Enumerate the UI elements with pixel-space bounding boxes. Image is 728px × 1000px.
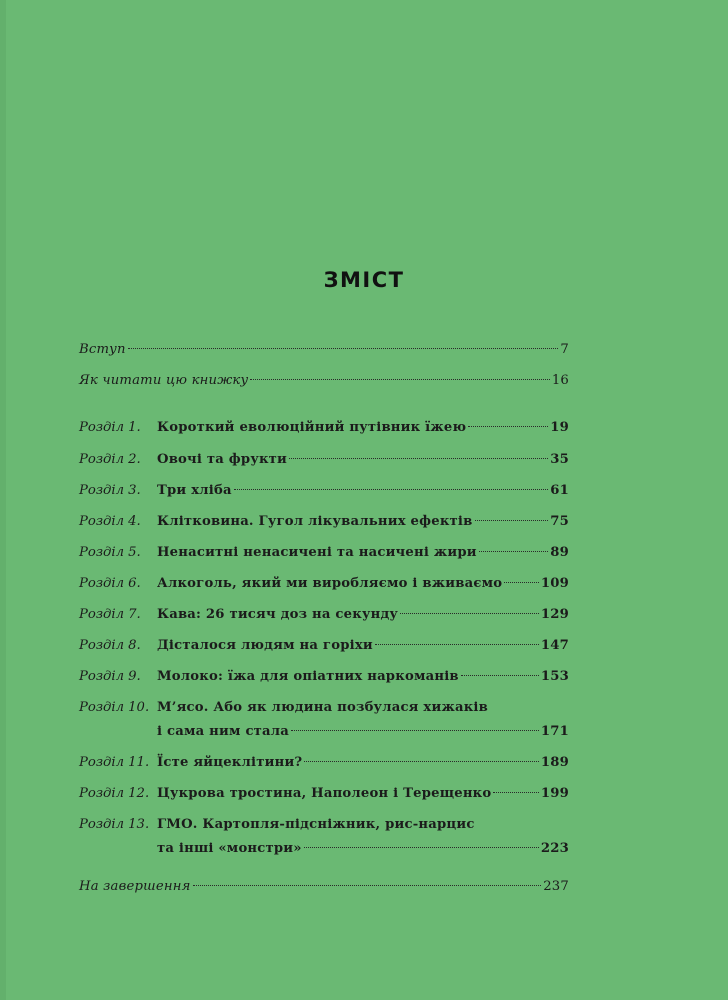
entry-label: Як читати цю книжку bbox=[79, 373, 249, 388]
page-number: 223 bbox=[540, 841, 569, 856]
page-number: 75 bbox=[550, 514, 569, 529]
chapter-number: Розділ 13. bbox=[79, 817, 150, 832]
dot-leader bbox=[128, 348, 559, 349]
page-number: 189 bbox=[540, 755, 569, 770]
chapter-number: Розділ 5. bbox=[79, 545, 141, 560]
dot-leader bbox=[400, 613, 539, 614]
chapter-number: Розділ 12. bbox=[79, 786, 150, 801]
dot-leader bbox=[475, 520, 549, 521]
page-number: 109 bbox=[540, 576, 569, 591]
dot-leader bbox=[291, 730, 539, 731]
chapter-number: Розділ 8. bbox=[79, 638, 141, 653]
dot-leader bbox=[193, 885, 542, 886]
entry-label: На завершення bbox=[79, 879, 191, 894]
page-number: 7 bbox=[560, 342, 569, 357]
toc-entry-chapter-4[interactable] bbox=[79, 512, 569, 531]
dot-leader bbox=[468, 426, 548, 427]
chapter-number: Розділ 11. bbox=[79, 755, 150, 770]
toc-entry-chapter-10[interactable] bbox=[79, 698, 569, 741]
chapter-title: Короткий еволюційний путівник їжею bbox=[157, 420, 467, 435]
dot-leader bbox=[304, 847, 539, 848]
toc-entry-chapter-5[interactable] bbox=[79, 543, 569, 562]
chapter-title-line-2: і сама ним стала bbox=[157, 724, 290, 739]
chapter-title: Три хліба bbox=[157, 483, 232, 498]
chapter-title: Клітковина. Гугол лікувальних ефектів bbox=[157, 514, 473, 529]
chapter-title: Алкоголь, який ми виробляємо і вживаємо bbox=[157, 576, 503, 591]
toc-entry-how-to-read[interactable] bbox=[79, 371, 569, 390]
chapter-title: Молоко: їжа для опіатних наркоманів bbox=[157, 669, 459, 684]
chapter-title: Ненаситні ненасичені та насичені жири bbox=[157, 545, 477, 560]
chapter-number: Розділ 4. bbox=[79, 514, 141, 529]
toc-entry-chapter-3[interactable] bbox=[79, 481, 569, 500]
page-number: 129 bbox=[540, 607, 569, 622]
chapter-number: Розділ 2. bbox=[79, 452, 141, 467]
page-number: 19 bbox=[550, 420, 569, 435]
toc-entry-chapter-12[interactable] bbox=[79, 784, 569, 803]
chapter-title-line-1: ГМО. Картопля-підсніжник, рис-нарцис bbox=[157, 817, 475, 832]
chapter-title: Кава: 26 тисяч доз на секунду bbox=[157, 607, 399, 622]
page-title: ЗМІСТ bbox=[323, 268, 405, 292]
toc-entry-chapter-8[interactable] bbox=[79, 636, 569, 655]
toc-entry-chapter-13[interactable] bbox=[79, 815, 569, 858]
toc-entry-chapter-6[interactable] bbox=[79, 574, 569, 593]
dot-leader bbox=[479, 551, 548, 552]
chapter-number: Розділ 3. bbox=[79, 483, 141, 498]
chapter-title: Їсте яйцеклітини? bbox=[157, 755, 303, 770]
chapter-number: Розділ 9. bbox=[79, 669, 141, 684]
toc-entry-chapter-9[interactable] bbox=[79, 667, 569, 686]
toc-entry-chapter-2[interactable] bbox=[79, 450, 569, 469]
page-number: 199 bbox=[540, 786, 569, 801]
toc-entry-chapter-1[interactable] bbox=[79, 418, 569, 437]
chapter-title: Цукрова тростина, Наполеон і Терещенко bbox=[157, 786, 492, 801]
dot-leader bbox=[234, 489, 549, 490]
page-number: 153 bbox=[540, 669, 569, 684]
page-number: 147 bbox=[540, 638, 569, 653]
chapter-number: Розділ 6. bbox=[79, 576, 141, 591]
page-number: 237 bbox=[543, 879, 569, 894]
dot-leader bbox=[493, 792, 538, 793]
dot-leader bbox=[504, 582, 539, 583]
chapter-number: Розділ 7. bbox=[79, 607, 141, 622]
dot-leader bbox=[461, 675, 539, 676]
page-number: 89 bbox=[550, 545, 569, 560]
page-number: 16 bbox=[551, 373, 569, 388]
page-number: 35 bbox=[550, 452, 569, 467]
dot-leader bbox=[289, 458, 548, 459]
chapter-title: Дісталося людям на горіхи bbox=[157, 638, 373, 653]
chapter-number: Розділ 1. bbox=[79, 420, 141, 435]
chapter-title: Овочі та фрукти bbox=[157, 452, 288, 467]
dot-leader bbox=[250, 379, 549, 380]
chapter-number: Розділ 10. bbox=[79, 700, 150, 715]
toc-entry-chapter-7[interactable] bbox=[79, 605, 569, 624]
page-number: 171 bbox=[540, 724, 569, 739]
dot-leader bbox=[304, 761, 539, 762]
page-number: 61 bbox=[550, 483, 569, 498]
dot-leader bbox=[375, 644, 539, 645]
chapter-title-line-2: та інші «монстри» bbox=[157, 841, 302, 856]
entry-label: Вступ bbox=[79, 342, 126, 357]
toc-entry-intro[interactable] bbox=[79, 340, 569, 359]
chapter-title-line-1: М’ясо. Або як людина позбулася хижаків bbox=[157, 700, 489, 715]
toc-entry-conclusion[interactable] bbox=[79, 877, 569, 896]
toc-entry-chapter-11[interactable] bbox=[79, 753, 569, 772]
